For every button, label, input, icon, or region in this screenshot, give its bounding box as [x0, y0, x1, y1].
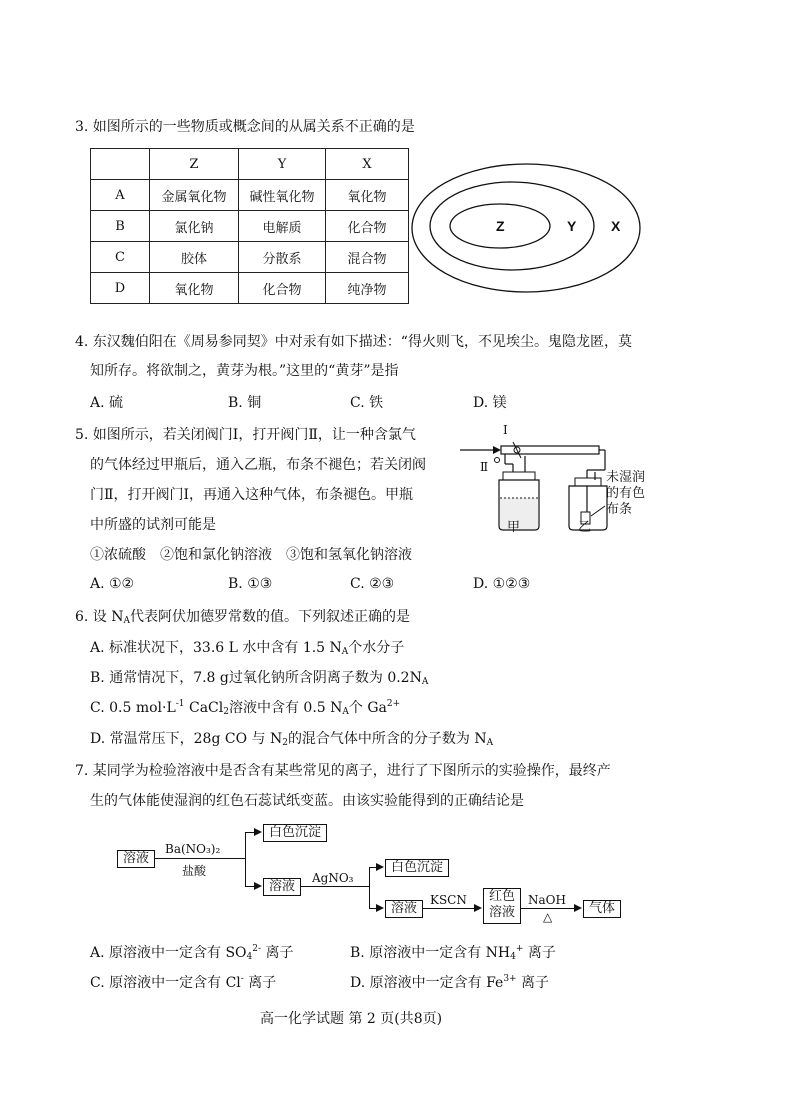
cloth-label [606, 470, 645, 518]
table-cell: C [91, 242, 150, 273]
q5-option-b: B. ①③ [228, 576, 273, 592]
table-cell: 化合物 [326, 211, 409, 242]
table-cell: Y [239, 149, 326, 180]
q5-line3: 门Ⅱ，打开阀门Ⅰ，再通入这种气体，布条褪色。甲瓶 [90, 487, 414, 503]
table-cell: 氯化钠 [150, 211, 239, 242]
table-cell: 纯净物 [326, 273, 409, 304]
q3-table [90, 148, 409, 304]
q6-option-d: D. 常温常压下，28g CO 与 $N_2$的混合气体中所含的分子数为 $N_A$ [90, 731, 494, 748]
flow-connector [369, 867, 370, 908]
flow-ppt2-box: 白色沉淀 [385, 859, 449, 877]
table-cell: 碱性氧化物 [239, 180, 326, 211]
q5-option-a: A. ①② [90, 576, 135, 592]
flow-reagent3: KSCN [430, 893, 467, 907]
table-row [91, 180, 409, 211]
flow-solution2-box: 溶液 [263, 878, 301, 896]
flow-reagent4-bottom: △ [543, 910, 553, 924]
q4-option-c: C. 铁 [350, 395, 384, 411]
flow-gas-box: 气体 [583, 900, 621, 918]
valve-2-label: Ⅱ [480, 460, 489, 474]
q6-option-c: C. 0.5 $mol\cdot L^{-1}$ CaCl$_2$溶液中含有 0.5 $N_A$个 $Ga^{2+}$ [90, 699, 401, 717]
flow-connector [520, 908, 575, 909]
q7-option-c: C. 原溶液中一定含有 Cl- 离子 [90, 974, 277, 991]
table-cell: 化合物 [239, 273, 326, 304]
flow-reagent4-top: NaOH [528, 893, 566, 907]
flow-arrow-icon [376, 904, 384, 912]
q3-stem: 3. 如图所示的一些物质或概念间的从属关系不正确的是 [75, 119, 415, 135]
q5-option-d: D. ①②③ [473, 576, 531, 592]
flow-reagent1-top: Ba(NO₃)₂ [165, 842, 221, 856]
q5-line1: 5. 如图所示，若关闭阀门Ⅰ，打开阀门Ⅱ，让一种含氯气 [75, 427, 416, 443]
ellipse-label-z: Z [496, 218, 505, 234]
q4-option-b: B. 铜 [228, 395, 262, 411]
table-row [91, 242, 409, 273]
table-cell: 氧化物 [326, 180, 409, 211]
flow-connector [300, 886, 370, 887]
table-cell: 混合物 [326, 242, 409, 273]
q4-option-a: A. 硫 [90, 395, 124, 411]
flow-connector [154, 858, 246, 859]
flow-arrow-icon [254, 882, 262, 890]
q4-line2: 知所存。将欲制之，黄芽为根。”这里的“黄芽”是指 [90, 363, 399, 379]
flow-arrow-icon [376, 863, 384, 871]
ellipse-label-y: Y [567, 218, 577, 234]
table-cell: B [91, 211, 150, 242]
flow-connector [422, 908, 475, 909]
table-cell: 氧化物 [150, 273, 239, 304]
table-row [91, 149, 409, 180]
cloth-label-line: 的有色 [606, 486, 646, 501]
q6-stem: 6. 设 $N_A$代表阿伏加德罗常数的值。下列叙述正确的是 [75, 609, 411, 626]
table-cell: D [91, 273, 150, 304]
bottle-b-label: 乙 [578, 520, 592, 535]
table-cell: 电解质 [239, 211, 326, 242]
table-cell: A [91, 180, 150, 211]
table-cell: X [326, 149, 409, 180]
q5-reagents: ①浓硫酸 ②饱和氯化钠溶液 ③饱和氢氧化钠溶液 [90, 547, 412, 563]
table-cell [91, 149, 150, 180]
flow-ppt1-box: 白色沉淀 [263, 824, 327, 842]
table-cell: 胶体 [150, 242, 239, 273]
flow-red-solution-line: 溶液 [488, 905, 515, 920]
q4-option-d: D. 镁 [473, 395, 507, 411]
q4-line1: 4. 东汉魏伯阳在《周易参同契》中对汞有如下描述：“得火则飞，不见埃尘。鬼隐龙匿，莫 [75, 334, 632, 350]
flow-solution-box: 溶液 [117, 850, 155, 868]
cloth-label-line: 未湿润 [606, 470, 646, 485]
table-cell: 金属氧化物 [150, 180, 239, 211]
table-cell: 分散系 [239, 242, 326, 273]
q5-option-c: C. ②③ [350, 576, 395, 592]
flow-reagent2: AgNO₃ [312, 871, 354, 885]
table-row [91, 273, 409, 304]
flow-red-solution-line: 红色 [488, 889, 515, 904]
valve-1-label: Ⅰ [503, 423, 508, 437]
q5-line4: 中所盛的试剂可能是 [90, 517, 216, 533]
flow-connector [245, 832, 246, 886]
flow-arrow-icon [254, 828, 262, 836]
cloth-label-line: 布条 [606, 502, 633, 517]
q7-line1: 7. 某同学为检验溶液中是否含有某些常见的离子，进行了下图所示的实验操作，最终产 [75, 763, 611, 779]
flow-reagent1-bottom: 盐酸 [182, 864, 207, 878]
q7-line2: 生的气体能使湿润的红色石蕊试纸变蓝。由该实验能得到的正确结论是 [90, 793, 524, 809]
ellipse-label-x: X [611, 218, 621, 234]
q7-option-a: A. 原溶液中一定含有 $SO_4^{2-}$ 离子 [90, 944, 294, 962]
page-footer: 高一化学试题 第 2 页(共8页) [260, 1011, 443, 1027]
table-row [91, 211, 409, 242]
q7-option-d: D. 原溶液中一定含有 $Fe^{3+}$ 离子 [350, 974, 550, 991]
flow-solution3-box: 溶液 [385, 900, 423, 918]
flow-arrow-icon [474, 904, 482, 912]
q6-option-a: A. 标准状况下，33.6 L 水中含有 1.5 $N_A$个水分子 [90, 640, 405, 657]
flow-red-solution-box [483, 888, 521, 924]
flow-arrow-icon [574, 904, 582, 912]
bottle-a-label: 甲 [507, 520, 521, 535]
q5-line2: 的气体经过甲瓶后，通入乙瓶，布条不褪色；若关闭阀 [90, 457, 426, 473]
q7-option-b: B. 原溶液中一定含有 $NH_4^+$ 离子 [350, 944, 556, 962]
table-cell: Z [150, 149, 239, 180]
q6-option-b: B. 通常情况下，7.8 g过氧化钠所含阴离子数为 $0.2N_A$ [90, 670, 429, 687]
